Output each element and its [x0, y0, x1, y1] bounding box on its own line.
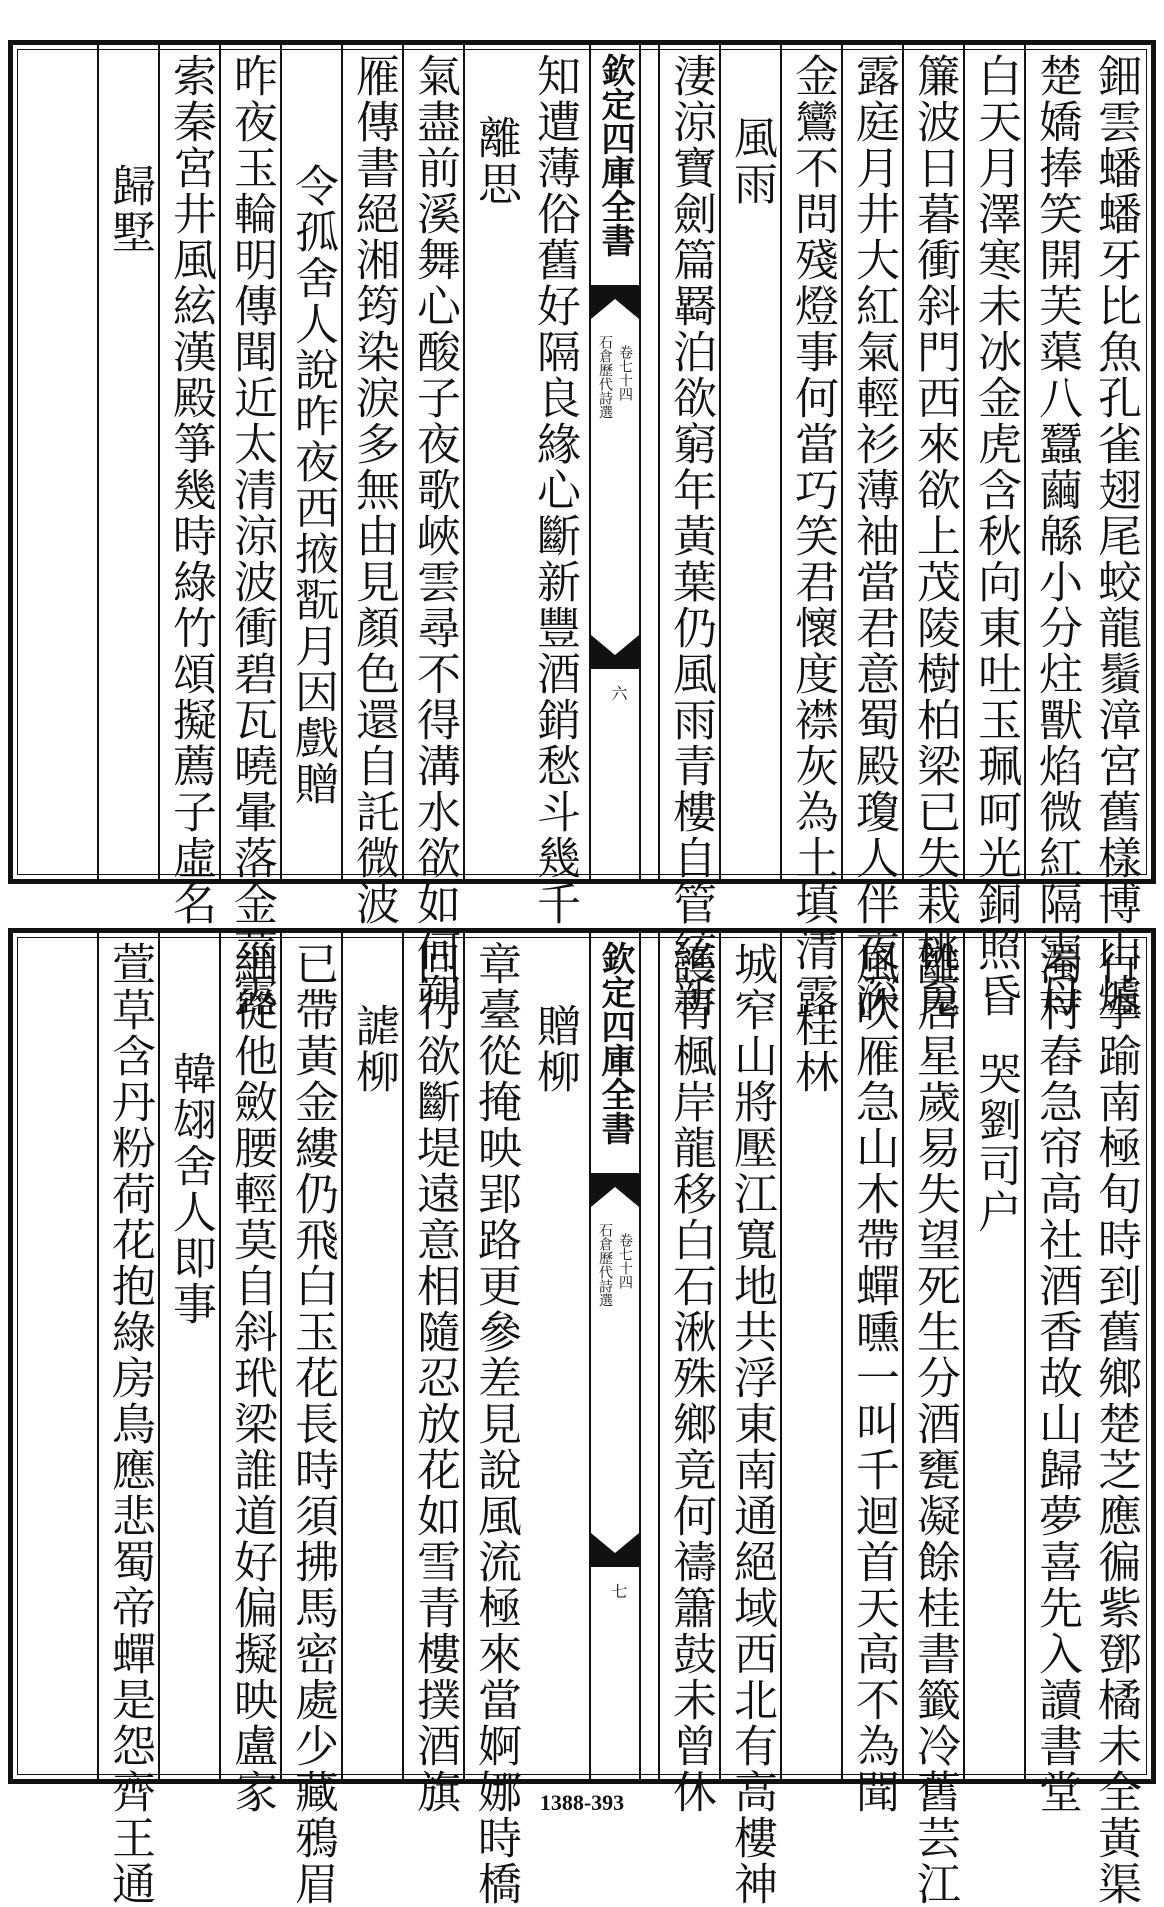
- text-column: [97, 933, 158, 1907]
- column-text: 楚嬌捧笑開芙蕖八蠶繭緜小分炷獸焰微紅隔雲母: [1031, 53, 1082, 1019]
- banner-source: 石倉歷代詩選: [597, 335, 613, 419]
- text-column: [402, 933, 463, 1815]
- fish-tail-icon: [591, 1173, 639, 1207]
- text-column: [780, 45, 841, 1019]
- column-text: 謔柳: [348, 1003, 399, 1095]
- column-text: 金鸞不問殘燈事何當巧笑君懷度襟灰為土填清露: [787, 53, 838, 1019]
- column-text: 鈿雲蟠蟠牙比魚孔雀翅尾蛟龍鬚漳宮舊樣博山爐: [1090, 53, 1141, 1019]
- text-column: [219, 45, 280, 1019]
- column-text: 雁傳書絕湘筠染淚多無由見顏色還自託微波: [348, 53, 399, 927]
- text-column: [1024, 45, 1085, 1019]
- banner-volume: 卷七十四: [617, 345, 633, 401]
- column-text: 細從他斂腰輕莫自斜玳梁誰道好偏擬映盧家: [226, 941, 277, 1815]
- column-text: 風吹雁急山木帶蟬曛一叫千迴首天高不為聞: [848, 941, 899, 1815]
- column-text: 知遭薄俗舊好隔良緣心斷新豐酒銷愁斗幾千: [529, 53, 580, 927]
- text-column: [902, 45, 963, 1019]
- column-text: 章臺從掩映郢路更參差見說風流極來當婀娜時橋: [470, 941, 521, 1907]
- column-text: 回行欲斷堤遠意相隨忍放花如雪青樓撲酒旗: [409, 941, 460, 1815]
- text-column: [158, 45, 219, 927]
- banner-page-number: 七: [609, 1583, 628, 1599]
- fish-tail-lower-icon: [591, 635, 639, 669]
- text-column: [1024, 933, 1085, 1815]
- column-text: 桂林: [787, 1003, 838, 1095]
- column-text: 護青楓岸龍移白石湫殊鄉竟何禱簫鼓未曾休: [665, 941, 716, 1815]
- text-column: [719, 933, 780, 1907]
- poem-title: [719, 45, 780, 879]
- column-text: 濁村舂急帘高社酒香故山歸夢喜先入讀書堂: [1031, 941, 1082, 1815]
- text-column: [841, 45, 902, 1019]
- text-column: [280, 933, 341, 1907]
- text-column: [402, 45, 463, 1019]
- poem-title: [463, 45, 524, 879]
- fish-tail-icon: [591, 285, 639, 319]
- text-column: [341, 45, 402, 927]
- column-text: 風雨: [726, 115, 777, 207]
- text-column: [463, 933, 524, 1907]
- poem-title: [963, 933, 1024, 1779]
- column-text: 簾波日暮衝斜門西來欲上茂陵樹柏梁已失栽桃䰟: [909, 53, 960, 1019]
- column-text: 氣盡前溪舞心酸子夜歌峽雲尋不得溝水欲如何朔: [409, 53, 460, 1019]
- text-column: [658, 45, 719, 1019]
- page-number-footer: 1388-393: [539, 1790, 625, 1815]
- column-text: 歸墅: [104, 163, 155, 255]
- text-column: [219, 933, 280, 1815]
- banner-page-number: 六: [609, 685, 628, 701]
- banner-volume: 卷七十四: [617, 1233, 633, 1289]
- center-banner: [589, 933, 641, 1779]
- poem-title: [280, 45, 341, 879]
- banner-title: 欽定四庫全書: [595, 941, 635, 1145]
- column-text: 離居星歲易失望死生分酒甕凝餘桂書籤冷舊芸江: [909, 941, 960, 1907]
- poem-title: [341, 933, 402, 1779]
- top-page: [8, 40, 1156, 1019]
- text-column: [1085, 45, 1146, 1019]
- column-text: 令孤舍人說昨夜西掖翫月因戲贈: [287, 163, 338, 807]
- column-text: 城窄山將壓江寬地共浮東南通絕域西北有高樓神: [726, 941, 777, 1907]
- column-text: 萱草含丹粉荷花抱綠房鳥應悲蜀帝蟬是怨齊王通: [104, 941, 155, 1907]
- text-column: [1085, 933, 1146, 1907]
- column-text: 哭劉司户: [970, 1051, 1021, 1235]
- text-column: [902, 933, 963, 1907]
- column-text: 昨夜玉輪明傳聞近太清涼波衝碧瓦曉暈落金莖露: [226, 53, 277, 1019]
- column-text: 白天月澤寒未冰金虎含秋向東吐玉珮呵光銅照昏: [970, 53, 1021, 1019]
- poem-title: [97, 45, 158, 879]
- column-text: 露庭月井大紅氣輕衫薄袖當君意蜀殿瓊人伴夜深: [848, 53, 899, 1019]
- center-banner: [589, 45, 641, 879]
- column-text: 索秦宮井風絃漢殿箏幾時綠竹頌擬薦子虛名: [165, 53, 216, 927]
- banner-title: 欽定四庫全書: [595, 53, 635, 257]
- poem-title: [780, 933, 841, 1779]
- banner-source: 石倉歷代詩選: [597, 1223, 613, 1307]
- text-column: [658, 933, 719, 1815]
- text-column: [963, 45, 1024, 1019]
- column-text: 韓翃舍人即事: [165, 1051, 216, 1327]
- poem-title: [158, 933, 219, 1779]
- text-column: [524, 45, 585, 927]
- fish-tail-lower-icon: [591, 1533, 639, 1567]
- text-column: [841, 933, 902, 1815]
- column-text: 淒涼寶劍篇羇泊欲窮年黃葉仍風雨青樓自管絃新: [665, 53, 716, 1019]
- column-text: 離思: [470, 115, 521, 207]
- text-column: [524, 933, 585, 1779]
- column-text: 行李踰南極旬時到舊鄉楚芝應徧紫鄧橘未全黃渠: [1090, 941, 1141, 1907]
- column-text: 贈柳: [529, 1003, 580, 1095]
- column-text: 已帶黃金縷仍飛白玉花長時須拂馬密處少藏鴉眉: [287, 941, 338, 1907]
